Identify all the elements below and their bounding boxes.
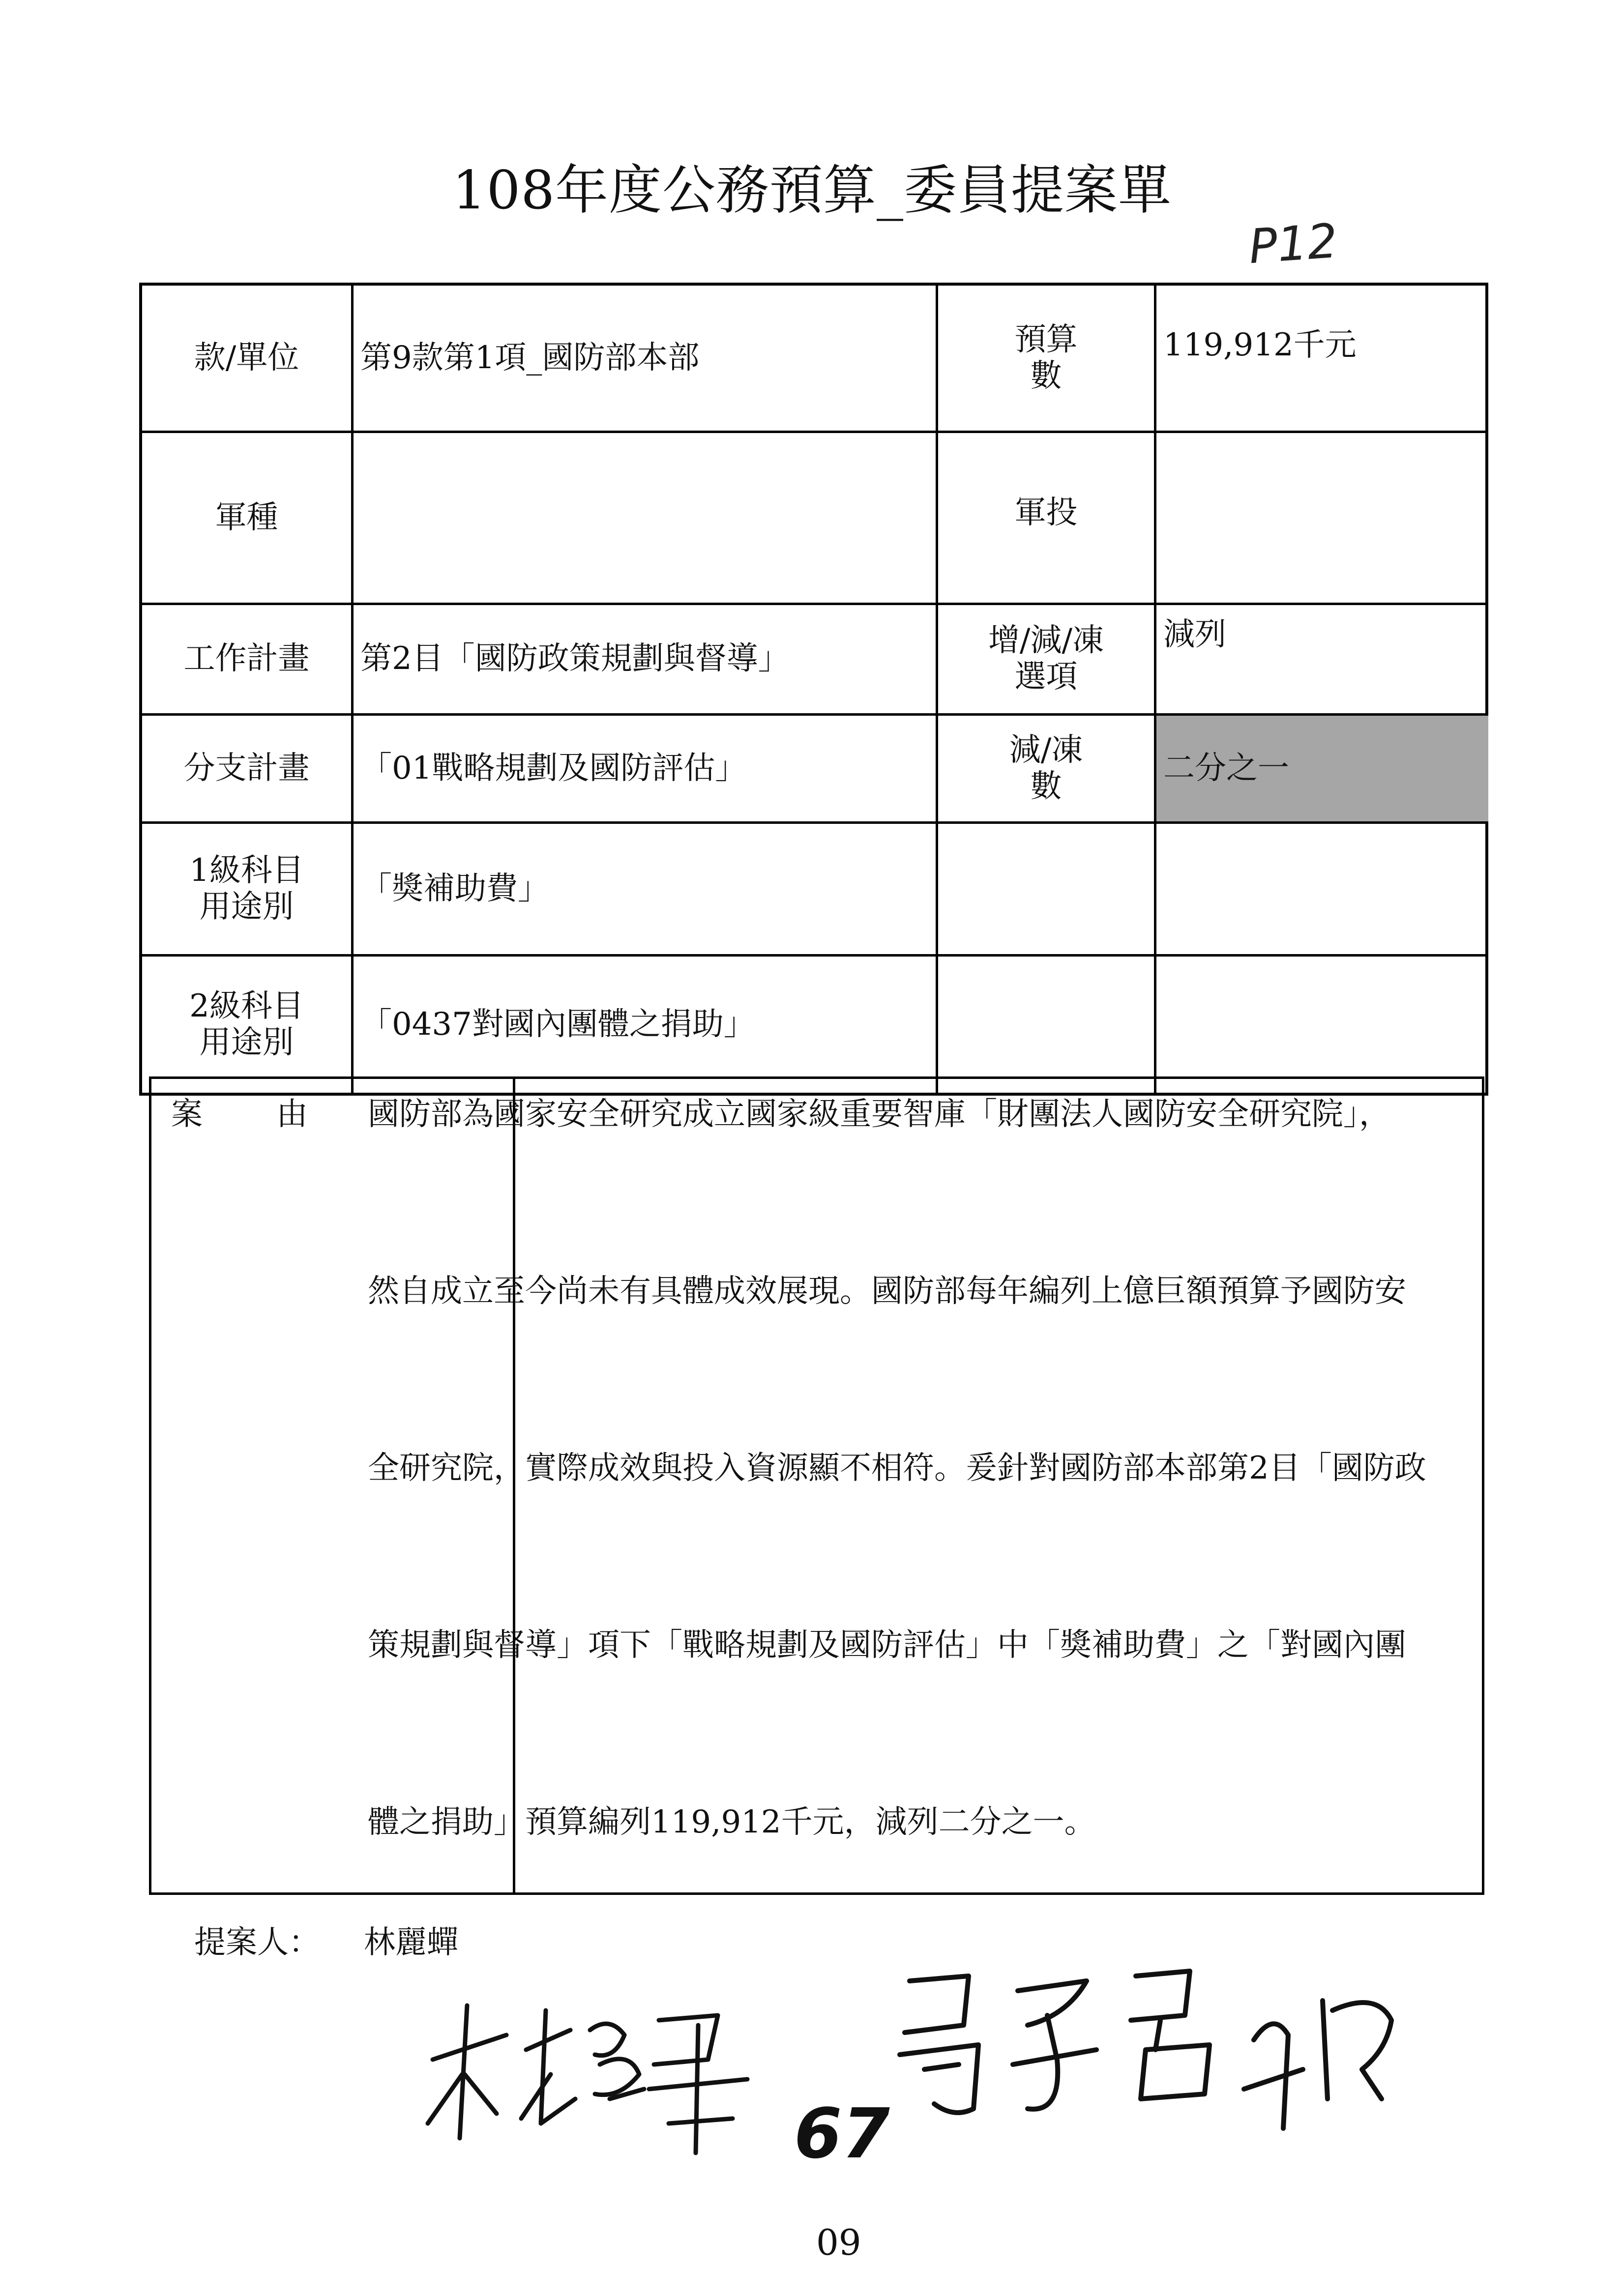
branch-label: 分支計畫 bbox=[183, 750, 310, 786]
reason-line: 策規劃與督導」項下「戰略規劃及國防評估」中「獎補助費」之「對國內團 bbox=[368, 1627, 1406, 1663]
investment-label: 軍投 bbox=[1014, 494, 1078, 531]
form-title: 108年度公務預算_委員提案單 bbox=[452, 160, 1172, 221]
reason-line: 國防部為國家安全研究成立國家級重要智庫「財團法人國防安全研究院」， bbox=[368, 1096, 1390, 1133]
level1-blank-2 bbox=[1156, 824, 1488, 954]
amount-value: 二分之一 bbox=[1156, 716, 1488, 821]
proposal-table bbox=[139, 283, 1488, 1096]
plan-label: 工作計畫 bbox=[183, 640, 310, 677]
level1-label: 1級科目 用途別 bbox=[189, 852, 304, 925]
proposer-name: 林麗蟬 bbox=[364, 1924, 458, 1961]
budget-value: 119,912千元 bbox=[1163, 327, 1357, 363]
page-number: 67 bbox=[794, 2094, 890, 2174]
service-value bbox=[354, 433, 936, 603]
option-label: 增/減/凍 選項 bbox=[988, 622, 1104, 695]
reason-line: 全研究院，實際成效與投入資源顯不相符。爰針對國防部本部第2目「國防政 bbox=[368, 1450, 1426, 1486]
unit-value: 第9款第1項_國防部本部 bbox=[360, 339, 700, 376]
plan-value: 第2目「國防政策規劃與督導」 bbox=[360, 640, 790, 677]
option-value: 減列 bbox=[1163, 616, 1226, 653]
amount-label: 減/凍 數 bbox=[1009, 731, 1083, 805]
reason-section bbox=[149, 1076, 1484, 1895]
level1-value: 「獎補助費」 bbox=[360, 870, 549, 907]
level2-value: 「0437對國內團體之捐助」 bbox=[360, 1006, 755, 1043]
reason-label: 案由 bbox=[171, 1096, 382, 1133]
reason-line: 然自成立至今尚未有具體成效展現。國防部每年編列上億巨額預算予國防安 bbox=[368, 1273, 1406, 1309]
signature-2 bbox=[880, 1951, 1470, 2138]
branch-value: 「01戰略規劃及國防評估」 bbox=[360, 750, 747, 786]
level2-label: 2級科目 用途別 bbox=[189, 988, 304, 1061]
service-label: 軍種 bbox=[215, 499, 278, 536]
level2-blank-2 bbox=[1156, 957, 1488, 1093]
level2-blank bbox=[938, 957, 1154, 1093]
doc-number: 09 bbox=[816, 2222, 861, 2263]
investment-value bbox=[1156, 433, 1488, 603]
proposer-label: 提案人： bbox=[194, 1924, 320, 1961]
signature-1 bbox=[413, 1976, 767, 2163]
page-note: P12 bbox=[1247, 213, 1339, 275]
level1-blank bbox=[938, 824, 1154, 954]
budget-label: 預算 數 bbox=[1014, 321, 1078, 394]
reason-line: 體之捐助」預算編列119,912千元，減列二分之一。 bbox=[368, 1804, 1096, 1840]
unit-label: 款/單位 bbox=[194, 339, 299, 376]
